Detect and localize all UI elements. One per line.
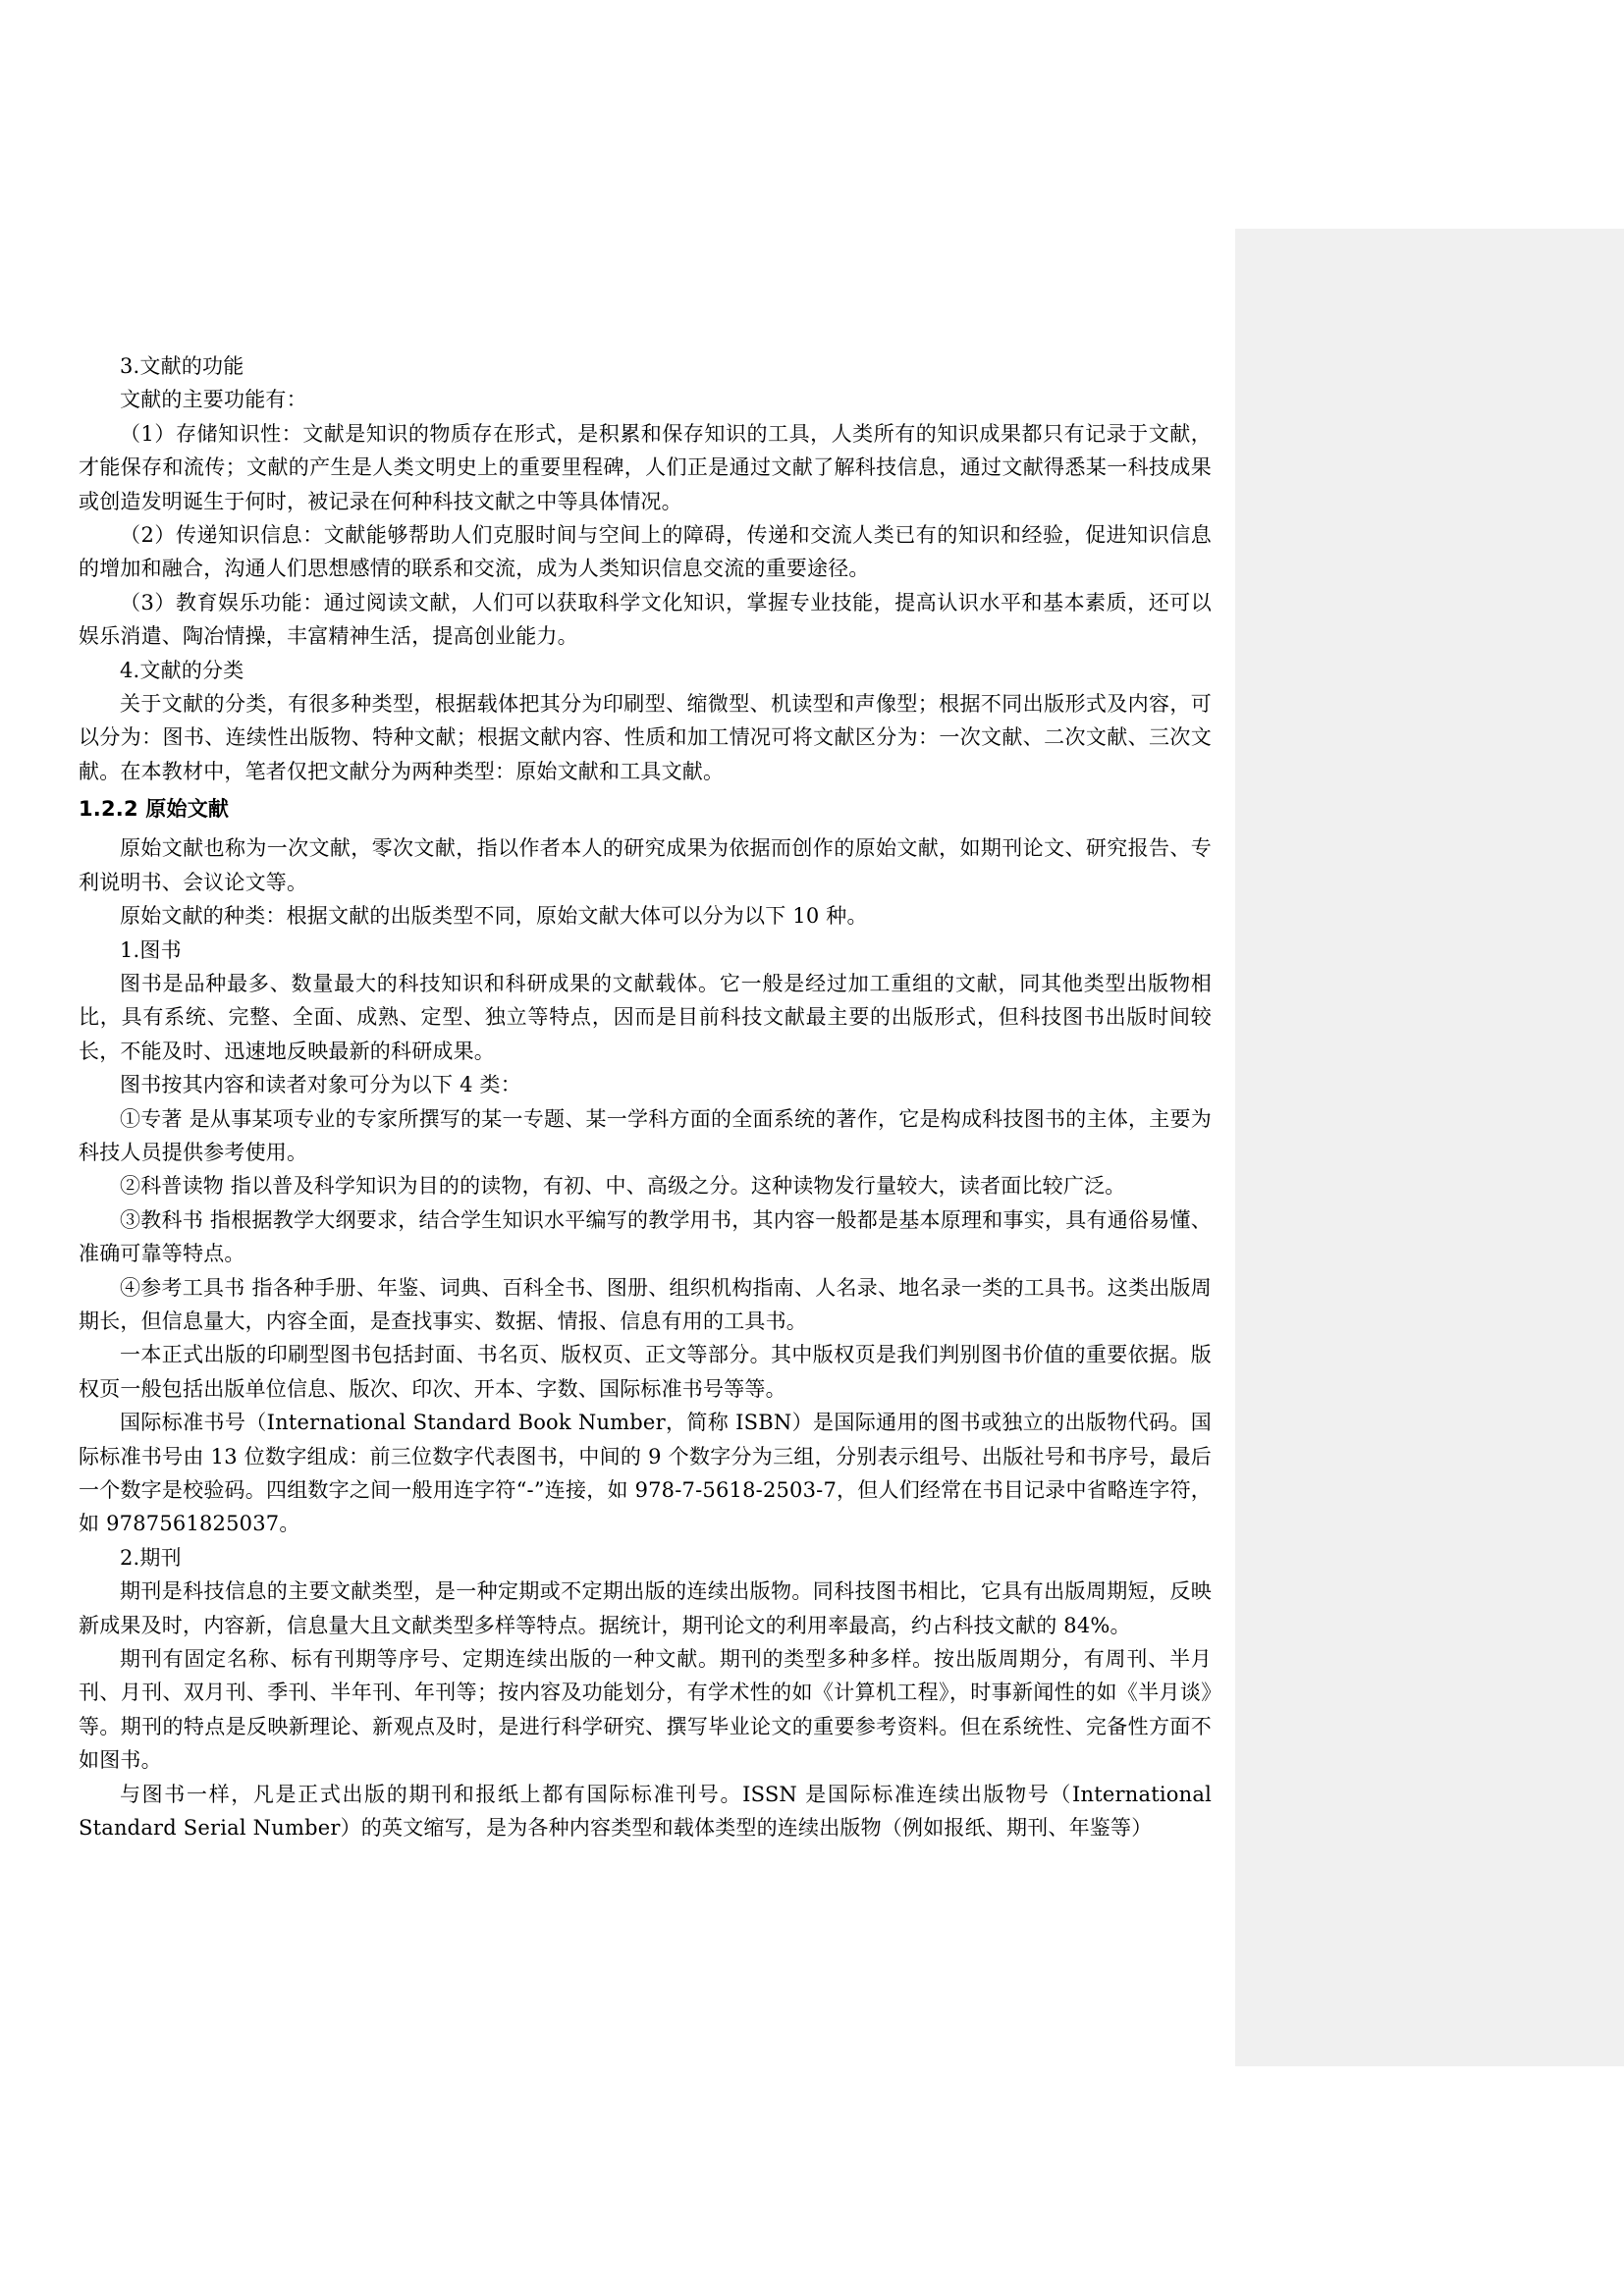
list-item: ④参考工具书 指各种手册、年鉴、词典、百科全书、图册、组织机构指南、人名录、地名录一类的工具书。这类出版周期长，但信息量大，内容全面，是查找事实、数据、情报、信息有用的工具书。	[79, 1275, 1212, 1333]
document-body	[79, 349, 1212, 1844]
paragraph: 期刊是科技信息的主要文献类型，是一种定期或不定期出版的连续出版物。同科技图书相比，它具有出版周期短，反映新成果及时，内容新，信息量大且文献类型多样等特点。据统计，期刊论文的利用率最高，约占科技文献的 84%。	[79, 1579, 1212, 1637]
list-item: ①专著 是从事某项专业的专家所撰写的某一专题、某一学科方面的全面系统的著作，它是构成科技图书的主体，主要为科技人员提供参考使用。	[79, 1106, 1212, 1164]
paragraph: （3）教育娱乐功能：通过阅读文献，人们可以获取科学文化知识，掌握专业技能，提高认识水平和基本素质，还可以娱乐消遣、陶冶情操，丰富精神生活，提高创业能力。	[79, 590, 1212, 649]
paragraph: （1）存储知识性：文献是知识的物质存在形式，是积累和保存知识的工具，人类所有的知识成果都只有记录于文献，才能保存和流传；文献的产生是人类文明史上的重要里程碑，人们正是通过文献了解科技信息，通过文献得悉某一科技成果或创造发明诞生于何时，被记录在何种科技文献之中等具体情况。	[79, 421, 1212, 513]
paragraph: （2）传递知识信息：文献能够帮助人们克服时间与空间上的障碍，传递和交流人类已有的知识和经验，促进知识信息的增加和融合，沟通人们思想感情的联系和交流，成为人类知识信息交流的重要途径。	[79, 523, 1212, 581]
paragraph: 图书是品种最多、数量最大的科技知识和科研成果的文献载体。它一般是经过加工重组的文献，同其他类型出版物相比，具有系统、完整、全面、成熟、定型、独立等特点，因而是目前科技文献最主要的出版形式，但科技图书出版时间较长，不能及时、迅速地反映最新的科研成果。	[79, 971, 1212, 1063]
subheading-books: 1.图书	[120, 937, 182, 962]
paragraph: 文献的主要功能有：	[120, 388, 307, 412]
list-item: ②科普读物 指以普及科学知识为目的的读物，有初、中、高级之分。这种读物发行量较大，读者面比较广泛。	[120, 1174, 1126, 1199]
section-heading: 1.2.2 原始文献	[79, 797, 230, 822]
list-item: ③教科书 指根据教学大纲要求，结合学生知识水平编写的教学用书，其内容一般都是基本原理和事实，具有通俗易懂、准确可靠等特点。	[79, 1207, 1212, 1266]
paragraph: 国际标准书号（International Standard Book Number，简称 ISBN）是国际通用的图书或独立的出版物代码。国际标准书号由 13 位数字组成：前三位数字代表图书，中间的 9 个数字分为三组，分别表示组号、出版社号和书序号，最后一个数字是校验码。四组数字之间一般用连字符“-”连接，如 978-7-5618-2503-7，但人们经常在书目记录中省略连字符，如 9787561825037。	[79, 1411, 1212, 1536]
paragraph: 关于文献的分类，有很多种类型，根据载体把其分为印刷型、缩微型、机读型和声像型；根据不同出版形式及内容，可以分为：图书、连续性出版物、特种文献；根据文献内容、性质和加工情况可将文献区分为：一次文献、二次文献、三次文献。在本教材中，笔者仅把文献分为两种类型：原始文献和工具文献。	[79, 692, 1212, 783]
paragraph: 图书按其内容和读者对象可分为以下 4 类：	[120, 1073, 521, 1097]
subheading-classification: 4.文献的分类	[120, 658, 244, 682]
paragraph: 原始文献也称为一次文献，零次文献，指以作者本人的研究成果为依据而创作的原始文献，如期刊论文、研究报告、专利说明书、会议论文等。	[79, 836, 1212, 894]
paragraph: 原始文献的种类：根据文献的出版类型不同，原始文献大体可以分为以下 10 种。	[120, 904, 868, 929]
subheading-functions: 3.文献的功能	[120, 354, 244, 378]
subheading-journals: 2.期刊	[120, 1545, 182, 1570]
paragraph: 期刊有固定名称、标有刊期等序号、定期连续出版的一种文献。期刊的类型多种多样。按出版周期分，有周刊、半月刊、月刊、双月刊、季刊、半年刊、年刊等；按内容及功能划分，有学术性的如《计算机工程》，时事新闻性的如《半月谈》等。期刊的特点是反映新理论、新观点及时，是进行科学研究、撰写毕业论文的重要参考资料。但在系统性、完备性方面不如图书。	[79, 1647, 1212, 1773]
paragraph: 一本正式出版的印刷型图书包括封面、书名页、版权页、正文等部分。其中版权页是我们判别图书价值的重要依据。版权页一般包括出版单位信息、版次、印次、开本、字数、国际标准书号等等。	[79, 1343, 1212, 1401]
paragraph: 与图书一样，凡是正式出版的期刊和报纸上都有国际标准刊号。ISSN 是国际标准连续出版物号（International Standard Serial Number）的英文缩写，是为各种内容类型和载体类型的连续出版物（例如报纸、期刊、年鉴等）	[79, 1782, 1212, 1841]
comment-pane	[1235, 229, 1624, 2066]
